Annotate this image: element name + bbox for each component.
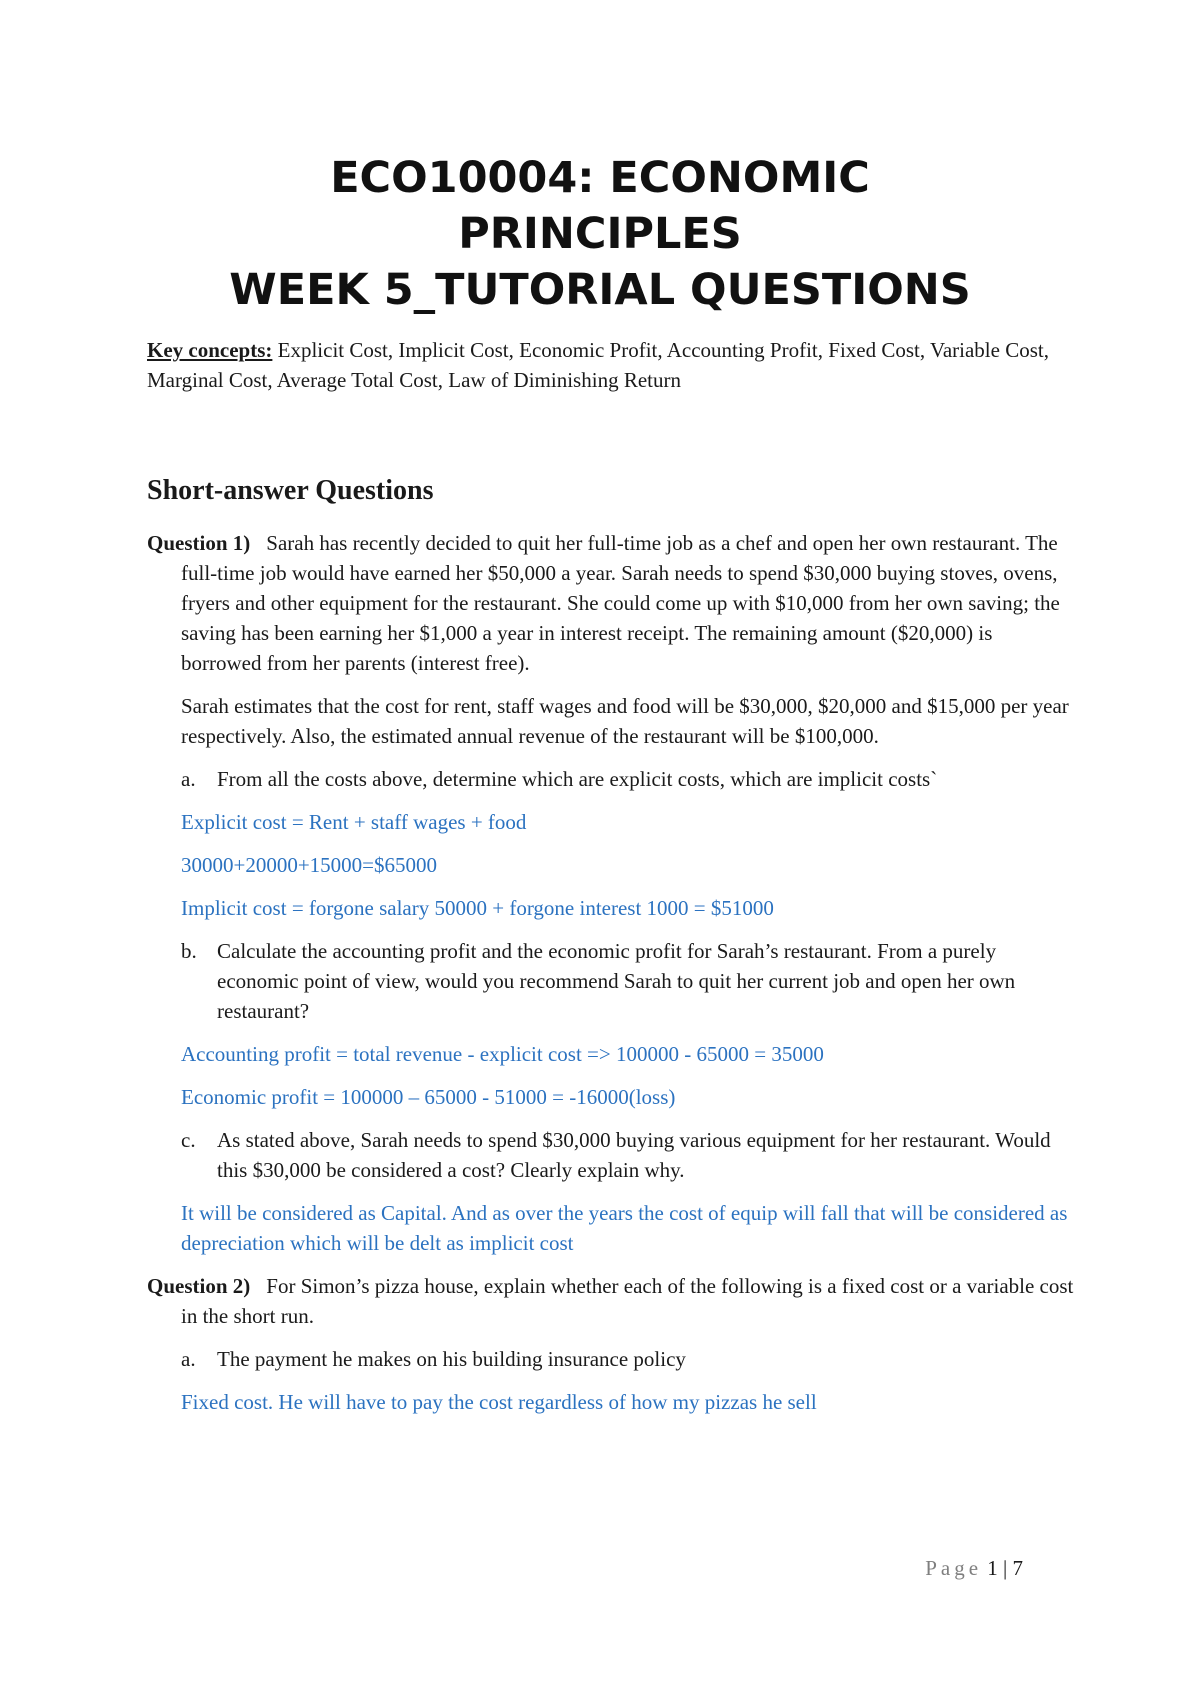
title-line-2: PRINCIPLES: [458, 209, 742, 259]
page-word: Page: [925, 1556, 983, 1580]
part-text: From all the costs above, determine which are explicit costs, which are implicit costs`: [217, 767, 938, 791]
title-line-1: ECO10004: ECONOMIC: [330, 153, 870, 203]
question-2-part-a: [181, 1344, 1077, 1374]
section-heading: Short-answer Questions: [147, 475, 434, 506]
part-marker: b.: [181, 939, 197, 963]
answer-line: Economic profit = 100000 – 65000 - 51000 = -16000(loss): [181, 1085, 676, 1109]
part-marker: a.: [181, 767, 196, 791]
total-pages: 7: [1012, 1556, 1023, 1580]
page-number: 1: [987, 1556, 998, 1580]
answer-line: 30000+20000+15000=$65000: [181, 853, 438, 877]
page-footer: [0, 1556, 1023, 1581]
answer-line: Implicit cost = forgone salary 50000 + forgone interest 1000 = $51000: [181, 896, 774, 920]
key-concepts-text: Explicit Cost, Implicit Cost, Economic Profit, Accounting Profit, Fixed Cost, Variable Cost, Marginal Cost, Average Total Cost, Law of Diminishing Return: [147, 338, 1049, 392]
part-text: The payment he makes on his building insurance policy: [217, 1347, 686, 1371]
part-marker: a.: [181, 1347, 196, 1371]
question-2-label: Question 2): [147, 1274, 251, 1298]
page-separator: |: [997, 1556, 1013, 1580]
answer-line: Fixed cost. He will have to pay the cost regardless of how my pizzas he sell: [181, 1390, 817, 1414]
key-concepts-label: Key concepts:: [147, 338, 273, 362]
question-2-text: For Simon’s pizza house, explain whether each of the following is a fixed cost or a variable cost in the short run.: [181, 1274, 1074, 1328]
answer-line: Accounting profit = total revenue - explicit cost => 100000 - 65000 = 35000: [181, 1042, 824, 1066]
question-1: [147, 528, 1077, 678]
question-1-part-a: [181, 764, 1077, 794]
question-2: [147, 1271, 1077, 1331]
part-text: As stated above, Sarah needs to spend $30,000 buying various equipment for her restaurant. Would this $30,000 be considered a cost? Clearly explain why.: [217, 1128, 1051, 1182]
document-title: [0, 150, 1200, 318]
document-body: [147, 335, 1077, 1430]
question-1-text: Sarah has recently decided to quit her full-time job as a chef and open her own restaurant. The full-time job would have earned her $50,000 a year. Sarah needs to spend $30,000 buying stoves, ovens, fryers and other equipment for the restaurant. She could come up with $10,000 from her own saving; the saving has been earning her $1,000 a year in interest receipt. The remaining amount ($20,000) is borrowed from her parents (interest free).: [181, 531, 1060, 675]
key-concepts: [147, 335, 1077, 395]
answer-line: It will be considered as Capital. And as over the years the cost of equip will fall that will be considered as depreciation which will be delt as implicit cost: [181, 1201, 1068, 1255]
part-marker: c.: [181, 1128, 196, 1152]
question-1-paragraph-2: Sarah estimates that the cost for rent, staff wages and food will be $30,000, $20,000 and $15,000 per year respectively. Also, the estimated annual revenue of the restaurant will be $100,000.: [181, 694, 1069, 748]
answer-line: Explicit cost = Rent + staff wages + food: [181, 810, 527, 834]
question-1-part-b: [181, 936, 1077, 1026]
question-1-label: Question 1): [147, 531, 251, 555]
title-line-3: WEEK 5_TUTORIAL QUESTIONS: [229, 265, 971, 315]
part-text: Calculate the accounting profit and the economic profit for Sarah’s restaurant. From a purely economic point of view, would you recommend Sarah to quit her current job and open her own restaurant?: [217, 939, 1016, 1023]
question-1-part-c: [181, 1125, 1077, 1185]
